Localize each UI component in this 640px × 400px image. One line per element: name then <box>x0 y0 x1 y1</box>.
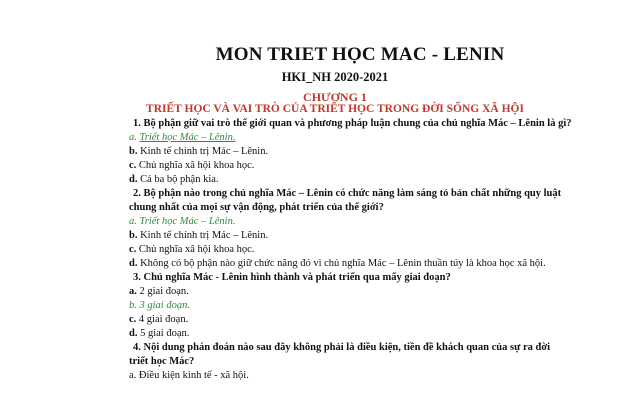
answer-3d <box>129 327 189 341</box>
answer-text: 5 giai đoạn. <box>140 328 190 339</box>
answer-label: c. <box>129 244 137 255</box>
document-title: MON TRIET HỌC MAC - LENIN <box>215 44 505 65</box>
answer-label: d. <box>129 174 138 185</box>
question-3-text: 3. Chủ nghĩa Mác - Lênin hình thành và phát triển qua mấy giai đoạn? <box>133 272 451 283</box>
question-2-text-line-1: 2. Bộ phận nào trong chủ nghĩa Mác – Lênin có chức năng làm sáng tỏ bản chất những quy luật <box>133 188 562 199</box>
answer-3b <box>129 299 190 313</box>
answer-label: a. <box>129 286 137 297</box>
answer-1d <box>129 173 219 187</box>
answer-2b <box>129 229 268 243</box>
answer-label: c. <box>129 160 137 171</box>
answer-label: b. <box>129 230 138 241</box>
answer-text-correct: 3 giai đoạn. <box>139 300 190 311</box>
answer-text: Kinh tế chính trị Mác – Lênin. <box>140 230 269 241</box>
question-2-text-line-2: chung nhất của mọi sự vận động, phát triển của thế giới? <box>129 202 384 213</box>
answer-1b <box>129 145 268 159</box>
chapter-title: TRIẾT HỌC VÀ VAI TRÒ CỦA TRIẾT HỌC TRONG ĐỜI SỐNG XÃ HỘI <box>146 103 524 115</box>
answer-3c <box>129 313 188 327</box>
answer-label: a. <box>129 370 137 381</box>
answer-text: 4 giai đoạn. <box>138 314 189 325</box>
answer-text-correct: Triết học Mác – Lênin. <box>139 216 236 227</box>
answer-label: a. <box>129 216 137 227</box>
answer-label: d. <box>129 258 138 269</box>
answer-text: Chủ nghĩa xã hội khoa học. <box>138 160 255 171</box>
chapter-heading: CHƯƠNG 1 <box>303 90 367 104</box>
answer-2a <box>129 215 235 229</box>
answer-4a <box>129 369 249 383</box>
answer-3a <box>129 285 189 299</box>
answer-label: b. <box>129 300 137 311</box>
answer-text: Điều kiện kinh tế - xã hội. <box>138 370 249 381</box>
answer-2d <box>129 257 546 271</box>
answer-text: 2 giai đoạn. <box>139 286 189 297</box>
answer-1c <box>129 159 254 173</box>
document-subtitle: HKI_NH 2020-2021 <box>281 70 389 84</box>
answer-text: Kinh tế chính trị Mác – Lênin. <box>140 146 269 157</box>
question-4-text-line-1: 4. Nội dung phán đoán nào sau đây không phải là điều kiện, tiền đề khách quan của sự ra đời <box>133 342 551 353</box>
answer-label: a. <box>129 132 137 143</box>
answer-text-correct: Triết học Mác – Lênin. <box>139 132 236 143</box>
answer-text: Cả ba bộ phận kia. <box>140 174 219 185</box>
question-1-text: 1. Bộ phận giữ vai trò thế giới quan và phương pháp luận chung của chủ nghĩa Mác – Lênin là gì? <box>133 118 572 129</box>
answer-text: Chủ nghĩa xã hội khoa học. <box>138 244 255 255</box>
answer-1a <box>129 131 235 145</box>
answer-label: b. <box>129 146 138 157</box>
answer-label: c. <box>129 314 137 325</box>
answer-label: d. <box>129 328 138 339</box>
answer-2c <box>129 243 254 257</box>
answer-text: Không có bộ phận nào giữ chức năng đó vì chủ nghĩa Mác – Lênin thuần túy là khoa học xã hội. <box>140 258 546 269</box>
question-4-text-line-2: triết học Mác? <box>129 356 195 367</box>
